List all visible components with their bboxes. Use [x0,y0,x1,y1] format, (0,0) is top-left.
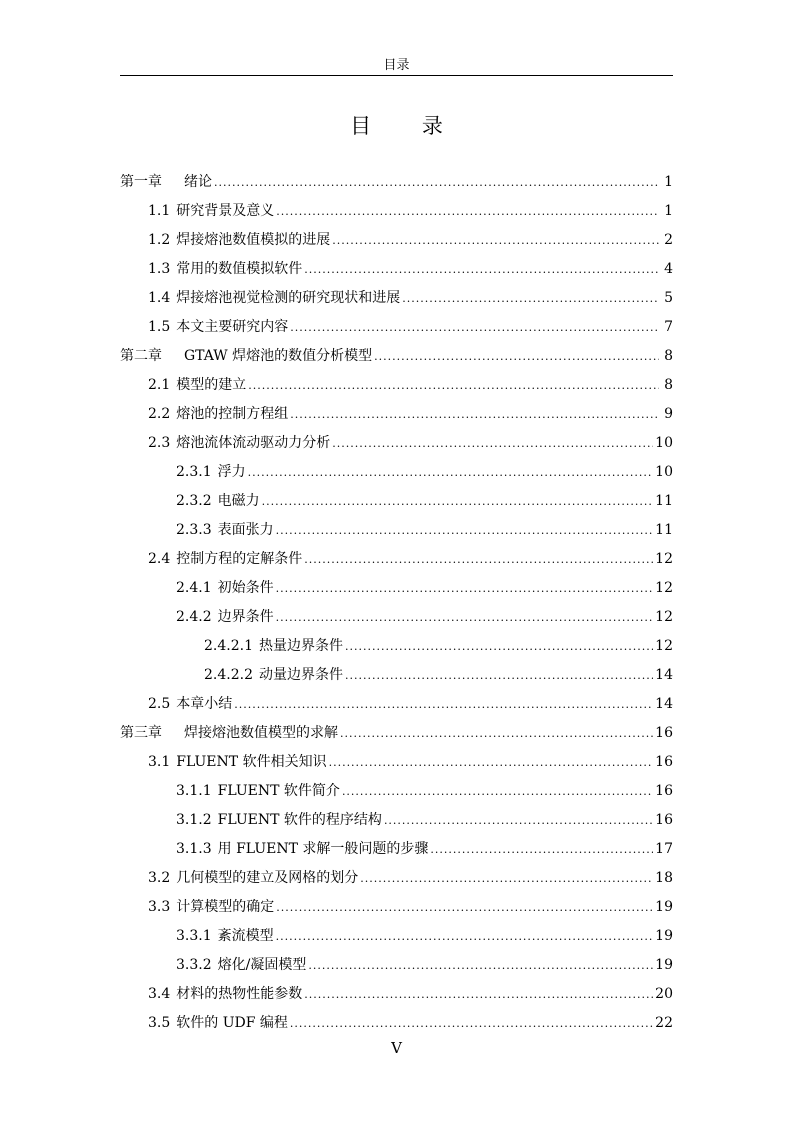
dot-leader [384,806,653,835]
toc-entry-page: 19 [655,899,673,915]
toc-entry-title: 焊接熔池数值模型的求解 [184,725,338,741]
toc-entry-title: 常用的数值模拟软件 [176,261,303,277]
toc-entry[interactable] [120,284,673,313]
toc-entry-number: 2.1 [148,377,171,393]
toc-entry-number: 3.2 [148,870,171,886]
toc-entry-number: 3.1.3 [176,841,212,857]
toc-entry-number: 2.5 [148,696,171,712]
toc-entry-number: 2.3.2 [176,493,212,509]
toc-entry-title: 本章小结 [176,696,233,712]
toc-entry-page: 16 [655,725,673,741]
toc-entry[interactable] [120,574,673,603]
toc-entry-page: 14 [655,667,673,683]
toc-entry-page: 11 [655,493,673,509]
toc-entry[interactable] [120,632,673,661]
toc-entry-number: 1.1 [148,203,171,219]
toc-entry-title: 表面张力 [217,522,274,538]
toc-entry[interactable] [120,255,673,284]
toc-entry-title: 边界条件 [217,609,274,625]
toc-entry-title: 焊接熔池视觉检测的研究现状和进展 [176,290,401,306]
toc-entry[interactable] [120,400,673,429]
dot-leader [276,574,654,603]
toc-entry-page: 9 [664,406,673,422]
dot-leader [290,400,659,429]
dot-leader [402,284,659,313]
toc-entry-title: 紊流模型 [217,928,274,944]
toc-entry[interactable] [120,516,673,545]
toc-entry-page: 17 [655,841,673,857]
toc-entry[interactable] [120,458,673,487]
table-of-contents [120,168,673,1038]
dot-leader [304,255,659,284]
toc-entry-title: 绪论 [184,174,212,190]
dot-leader [276,922,654,951]
toc-entry-page: 16 [655,812,673,828]
toc-entry-title: 控制方程的定解条件 [176,551,303,567]
toc-entry-number: 第二章 [120,348,162,364]
toc-entry-page: 10 [655,435,673,451]
toc-entry-page: 11 [655,522,673,538]
toc-entry-number: 1.5 [148,319,171,335]
toc-entry-page: 8 [664,377,673,393]
toc-entry-title: 材料的热物性能参数 [176,986,303,1002]
toc-entry-number: 3.1.1 [176,783,212,799]
dot-leader [290,313,659,342]
toc-entry[interactable] [120,893,673,922]
toc-entry-page: 12 [655,638,673,654]
toc-entry-title: 初始条件 [217,580,274,596]
toc-entry[interactable] [120,545,673,574]
dot-leader [332,226,659,255]
toc-entry-number: 3.3 [148,899,171,915]
toc-entry-page: 5 [664,290,673,306]
toc-entry-page: 2 [664,232,673,248]
toc-entry-title: FLUENT 软件相关知识 [176,754,327,770]
dot-leader [290,1009,653,1038]
toc-entry-title: 焊接熔池数值模拟的进展 [176,232,331,248]
toc-entry-title: 计算模型的确定 [176,899,275,915]
toc-entry-title: GTAW 焊熔池的数值分析模型 [184,348,373,364]
dot-leader [248,371,659,400]
toc-entry-title: 浮力 [217,464,246,480]
dot-leader [332,429,653,458]
toc-entry-title: 本文主要研究内容 [176,319,289,335]
toc-title: 目 录 [350,114,465,138]
toc-entry-number: 第一章 [120,174,162,190]
dot-leader [276,893,653,922]
header-rule [120,75,673,76]
toc-entry-number: 3.5 [148,1015,171,1031]
toc-entry[interactable] [120,777,673,806]
toc-entry-page: 19 [655,957,673,973]
toc-entry[interactable] [120,748,673,777]
toc-entry-title: 电磁力 [217,493,260,509]
dot-leader [262,487,654,516]
toc-entry-title: FLUENT 软件的程序结构 [217,812,382,828]
toc-entry-page: 14 [655,696,673,712]
toc-entry-number: 3.1.2 [176,812,212,828]
toc-entry-title: 热量边界条件 [258,638,343,654]
toc-entry-page: 19 [655,928,673,944]
toc-entry-title: 软件的 UDF 编程 [176,1015,288,1031]
toc-entry-number: 2.3.1 [176,464,212,480]
dot-leader [360,864,653,893]
toc-entry-title: 几何模型的建立及网格的划分 [176,870,359,886]
dot-leader [304,545,653,574]
toc-entry[interactable] [120,603,673,632]
dot-leader [276,603,654,632]
toc-entry[interactable] [120,342,673,371]
toc-entry[interactable] [120,429,673,458]
toc-entry[interactable] [120,806,673,835]
toc-entry[interactable] [120,835,673,864]
toc-entry[interactable] [120,980,673,1009]
toc-entry-number: 3.3.2 [176,957,212,973]
toc-entry-title: 用 FLUENT 求解一般问题的步骤 [217,841,429,857]
toc-entry-title: 模型的建立 [176,377,247,393]
toc-entry[interactable] [120,1009,673,1038]
toc-entry-page: 22 [655,1015,673,1031]
toc-entry-page: 20 [655,986,673,1002]
toc-entry-number: 2.3 [148,435,171,451]
dot-leader [276,516,654,545]
toc-entry-number: 2.3.3 [176,522,212,538]
dot-leader [248,458,654,487]
toc-entry[interactable] [120,226,673,255]
toc-entry-page: 4 [664,261,673,277]
toc-entry-page: 16 [655,754,673,770]
toc-entry[interactable] [120,690,673,719]
toc-entry[interactable] [120,951,673,980]
dot-leader [345,632,653,661]
dot-leader [308,951,653,980]
toc-entry-page: 12 [655,580,673,596]
dot-leader [342,777,653,806]
dot-leader [304,980,653,1009]
running-header: 目录 [383,58,410,73]
toc-entry-number: 3.1 [148,754,171,770]
dot-leader [276,197,659,226]
toc-entry-number: 1.3 [148,261,171,277]
toc-entry-page: 12 [655,551,673,567]
toc-entry-number: 1.4 [148,290,171,306]
toc-entry-number: 3.3.1 [176,928,212,944]
toc-entry-title: 熔化/凝固模型 [217,957,307,973]
dot-leader [214,168,659,197]
toc-entry-number: 2.4.2 [176,609,212,625]
toc-entry[interactable] [120,661,673,690]
toc-entry[interactable] [120,864,673,893]
dot-leader [329,748,654,777]
toc-entry[interactable] [120,371,673,400]
toc-entry[interactable] [120,922,673,951]
toc-entry-number: 2.4.1 [176,580,212,596]
toc-entry-page: 1 [664,203,673,219]
toc-entry-title: 熔池的控制方程组 [176,406,289,422]
toc-entry-number: 第三章 [120,725,162,741]
toc-entry-number: 2.4.2.2 [204,667,253,683]
toc-entry-number: 3.4 [148,986,171,1002]
dot-leader [374,342,659,371]
toc-entry-number: 2.4 [148,551,171,567]
dot-leader [430,835,653,864]
dot-leader [234,690,653,719]
toc-entry-page: 10 [655,464,673,480]
toc-entry-page: 16 [655,783,673,799]
toc-entry[interactable] [120,313,673,342]
dot-leader [345,661,653,690]
toc-entry-page: 12 [655,609,673,625]
page-number: V [391,1039,402,1057]
toc-entry-number: 2.4.2.1 [204,638,253,654]
toc-entry-title: 动量边界条件 [258,667,343,683]
toc-entry-page: 1 [664,174,673,190]
dot-leader [340,719,653,748]
toc-entry[interactable] [120,719,673,748]
toc-entry-title: FLUENT 软件简介 [217,783,340,799]
toc-entry[interactable] [120,168,673,197]
toc-entry[interactable] [120,487,673,516]
toc-entry[interactable] [120,197,673,226]
toc-entry-page: 7 [664,319,673,335]
toc-entry-title: 研究背景及意义 [176,203,275,219]
toc-entry-page: 8 [664,348,673,364]
toc-entry-title: 熔池流体流动驱动力分析 [176,435,331,451]
toc-entry-number: 1.2 [148,232,171,248]
toc-entry-number: 2.2 [148,406,171,422]
toc-entry-page: 18 [655,870,673,886]
